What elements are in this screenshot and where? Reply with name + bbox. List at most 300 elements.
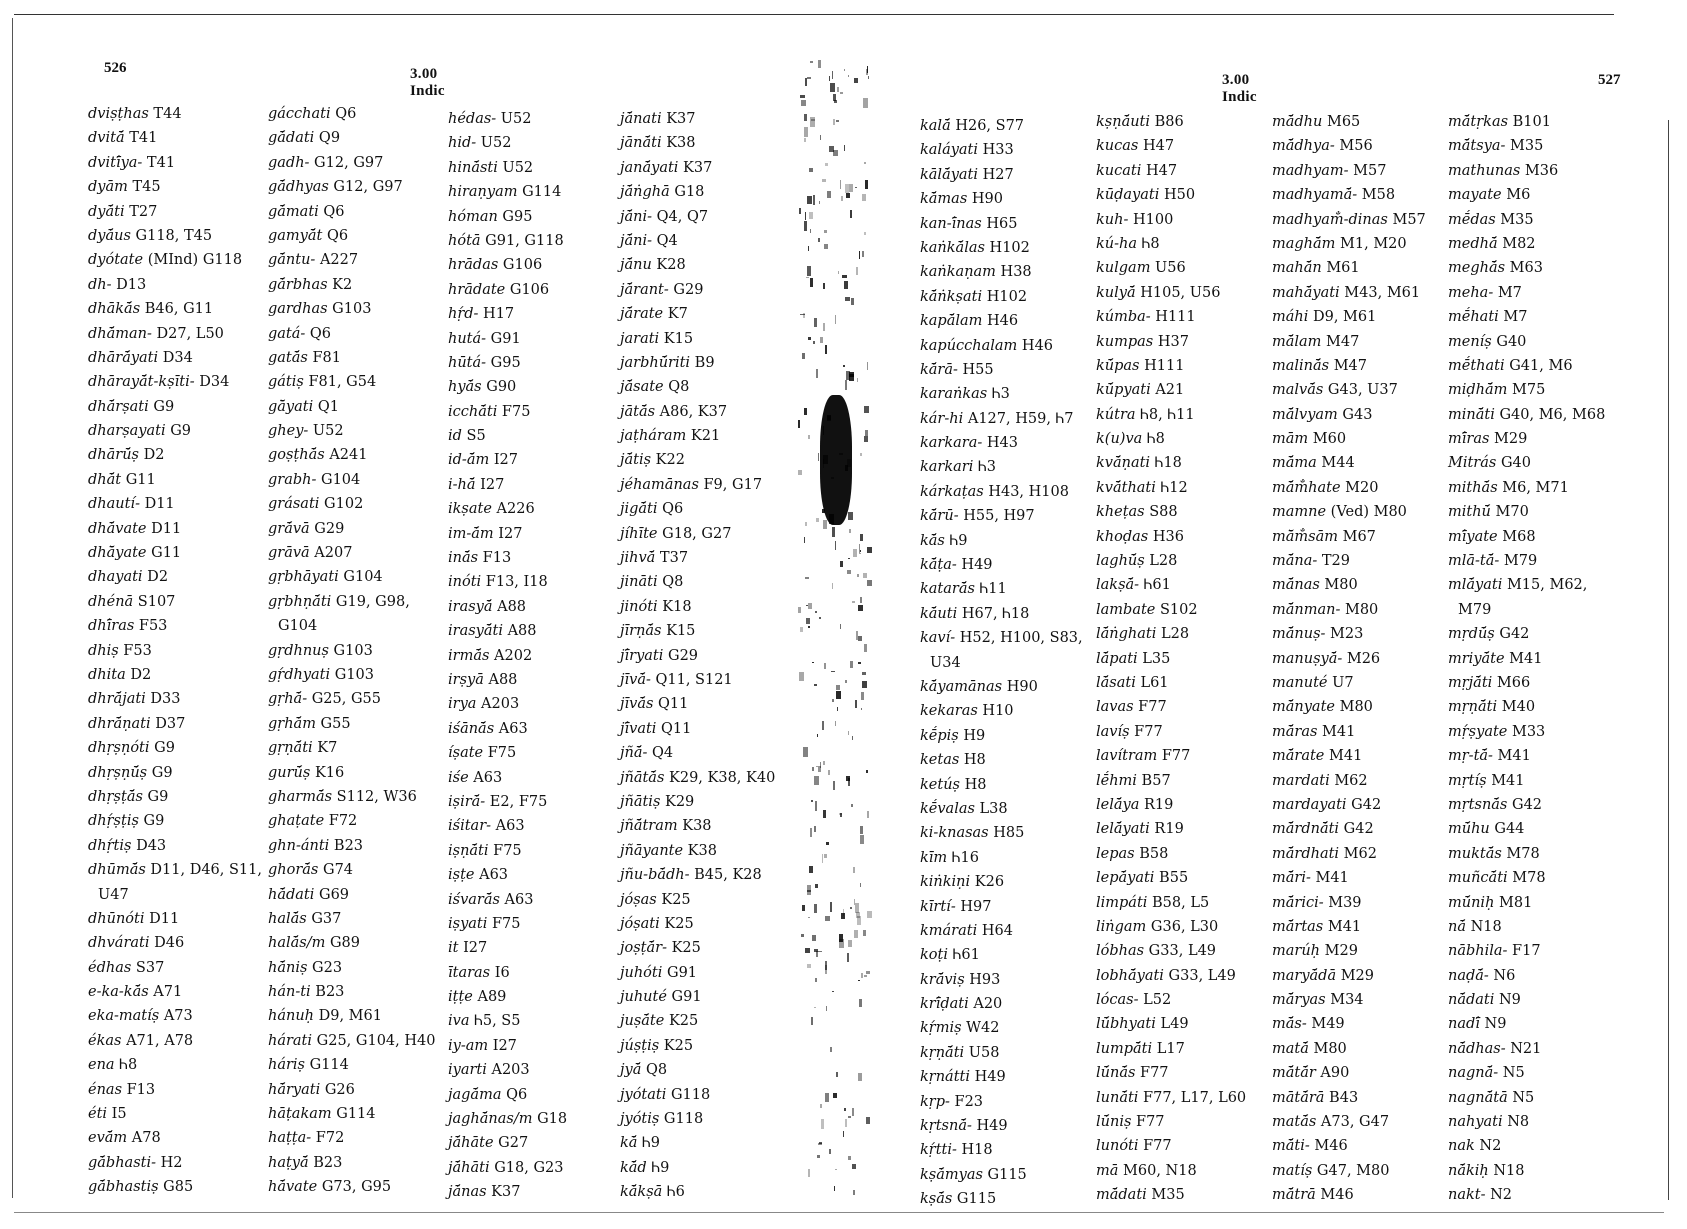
- index-entry: kaṅkā́las H102: [920, 239, 1030, 256]
- scan-speck: [845, 184, 850, 193]
- scan-speck: [855, 700, 857, 708]
- index-entry: mā́nyate M80: [1272, 699, 1373, 716]
- index-entry: hiraṇyam G114: [448, 184, 562, 201]
- index-entry: kālā́yati H27: [920, 166, 1014, 183]
- index-entry: kheṭas S88: [1096, 504, 1178, 521]
- index-entry: kvā́ṇati Ꮒ18: [1096, 455, 1182, 472]
- index-entry: kár-hi A127, H59, Ꮒ7: [920, 410, 1074, 427]
- index-entry: gā́dhyas G12, G97: [268, 179, 403, 196]
- scan-speck: [811, 1017, 813, 1024]
- scan-speck: [810, 61, 813, 63]
- index-entry: katarā́s Ꮒ11: [920, 581, 1007, 598]
- index-entry: mā̆m̐sām M67: [1272, 528, 1376, 545]
- scan-speck: [808, 435, 809, 439]
- scan-speck: [837, 707, 838, 712]
- scan-speck: [861, 692, 864, 700]
- scan-speck: [840, 92, 843, 94]
- index-entry: lā́ṅghati L28: [1096, 626, 1190, 643]
- index-entry: dyā́ti T27: [88, 203, 158, 220]
- index-entry: mā́m̐hate M20: [1272, 479, 1379, 496]
- index-entry: mṛjā́ti M66: [1448, 674, 1531, 691]
- index-entry: jigā́ti Q6: [620, 501, 684, 518]
- index-entry: grā́vā G29: [268, 520, 345, 537]
- index-entry: kapā́lam H46: [920, 313, 1019, 330]
- index-entry: juhuté G91: [620, 989, 702, 1006]
- index-entry: juṣā́te K25: [620, 1013, 699, 1030]
- index-entry: jīvā́- Q11, S121: [620, 671, 733, 688]
- index-entry: dhautí- D11: [88, 496, 175, 513]
- scan-speck: [830, 902, 832, 911]
- index-entry: hṛ́d- H17: [448, 306, 515, 323]
- scan-speck: [836, 1072, 838, 1077]
- index-entry: mā́lvyam G43: [1272, 406, 1373, 423]
- scan-speck: [853, 549, 857, 557]
- index-entry: dhrā́ṇati D37: [88, 715, 186, 732]
- index-entry: irasyā́ A88: [448, 598, 527, 615]
- index-entry: énas F13: [88, 1081, 156, 1098]
- index-entry: mathunas M36: [1448, 162, 1559, 179]
- index-entry: nā́dati N9: [1448, 992, 1521, 1009]
- index-entry: lū́niṣ F77: [1096, 1114, 1165, 1131]
- index-entry: meha- M7: [1448, 284, 1522, 301]
- scan-speck: [840, 624, 841, 629]
- index-entry: jñātiṣ K29: [620, 793, 695, 810]
- index-entry: jā́hāti G18, G23: [448, 1159, 564, 1176]
- index-entry: kā́rū- H55, H97: [920, 508, 1035, 525]
- scan-speck: [822, 854, 823, 863]
- index-entry: gurū́ṣ K16: [268, 764, 345, 781]
- scan-speck: [820, 1104, 822, 1108]
- index-entry: haṭṭa- F72: [268, 1130, 345, 1147]
- index-entry: kiṅkiṇi K26: [920, 874, 1005, 891]
- scan-speck: [814, 318, 817, 327]
- index-entry: háriṣ G114: [268, 1057, 349, 1074]
- index-entry: lócas- L52: [1096, 992, 1172, 1009]
- scan-speck: [802, 353, 805, 359]
- index-entry: medhā́ M82: [1448, 235, 1536, 252]
- index-entry: mā́tsya- M35: [1448, 138, 1544, 155]
- scan-speck: [824, 244, 829, 249]
- scan-speck: [864, 232, 866, 235]
- index-entry: iśvarā́s A63: [448, 891, 534, 908]
- scan-speck: [852, 601, 855, 603]
- page-frame-left: [12, 18, 13, 1198]
- index-entry: lā́sati L61: [1096, 674, 1169, 691]
- scan-speck: [846, 193, 850, 198]
- scan-speck: [800, 95, 805, 98]
- scan-speck: [833, 781, 835, 790]
- scan-speck: [844, 1108, 845, 1111]
- scan-speck: [854, 930, 858, 937]
- index-entry: madhyamā́- M58: [1272, 187, 1396, 204]
- index-entry: dhénā S107: [88, 593, 176, 610]
- scan-speck: [826, 842, 830, 845]
- scan-speck: [807, 77, 811, 78]
- scan-speck: [829, 76, 830, 81]
- scan-speck: [821, 1119, 824, 1128]
- scan-speck: [822, 509, 825, 513]
- index-entry: kan-ī́nas H65: [920, 215, 1018, 232]
- scan-speck: [823, 323, 825, 331]
- scan-speck: [844, 69, 845, 72]
- scan-speck: [814, 949, 818, 952]
- index-entry: jīvā́s Q11: [620, 696, 689, 713]
- index-entry: U47: [98, 886, 129, 903]
- running-header: 3.00 Indic: [410, 66, 445, 99]
- index-entry: kumpas H37: [1096, 333, 1189, 350]
- scan-speck: [804, 221, 807, 230]
- scan-speck: [818, 951, 822, 953]
- index-entry: grásati G102: [268, 496, 364, 513]
- scan-speck: [807, 196, 811, 204]
- index-entry: lavítram F77: [1096, 748, 1191, 765]
- index-entry: dhā́vate D11: [88, 520, 182, 537]
- index-entry: dhayati D2: [88, 569, 169, 586]
- scan-speck: [801, 934, 804, 937]
- scan-speck: [859, 544, 860, 552]
- index-entry: dhūnóti D11: [88, 910, 180, 927]
- scan-speck: [826, 1006, 828, 1010]
- scan-speck: [823, 426, 825, 435]
- index-entry: mṛ-tā́- M41: [1448, 748, 1531, 765]
- index-entry: miḍhā́m M75: [1448, 382, 1546, 399]
- index-entry: jīrṇā́s K15: [620, 623, 696, 640]
- scan-speck: [811, 119, 816, 121]
- index-entry: hāṭakam G114: [268, 1106, 376, 1123]
- index-entry: kūḍayati H50: [1096, 187, 1196, 204]
- scan-speck: [848, 512, 852, 520]
- scan-speck: [860, 534, 863, 541]
- index-entry: kaláyati H33: [920, 142, 1014, 159]
- index-entry: matíṣ G47, M80: [1272, 1162, 1390, 1179]
- scan-speck: [867, 362, 868, 370]
- index-entry: mā́dhya- M56: [1272, 138, 1373, 155]
- index-entry: karkara- H43: [920, 435, 1018, 452]
- index-entry: iy-am I27: [448, 1037, 517, 1054]
- scan-speck: [820, 337, 823, 343]
- scan-speck: [810, 229, 812, 232]
- index-entry: ghorā́s G74: [268, 862, 354, 879]
- index-column: [1448, 110, 1605, 1208]
- scan-speck: [812, 935, 816, 940]
- index-entry: kā́kṣā Ꮒ6: [620, 1184, 685, 1201]
- index-entry: irmā́s A202: [448, 647, 533, 664]
- scan-speck: [846, 371, 850, 379]
- scan-speck: [822, 721, 824, 730]
- scan-speck: [845, 680, 847, 683]
- scan-speck: [862, 681, 867, 688]
- index-entry: kucati H47: [1096, 162, 1178, 179]
- index-entry: kárkaṭas H43, H108: [920, 483, 1069, 500]
- index-entry: mū́hu G44: [1448, 821, 1525, 838]
- scan-speck: [866, 770, 868, 773]
- index-entry: kulgam U56: [1096, 260, 1186, 277]
- index-entry: hūtá- G95: [448, 354, 521, 371]
- scan-speck: [863, 573, 867, 578]
- index-entry: jarbhū́riti B9: [620, 354, 715, 371]
- index-entry: jā́ni- Q4, Q7: [620, 208, 709, 225]
- scan-speck: [798, 607, 800, 613]
- scan-speck: [832, 699, 833, 702]
- scan-speck: [803, 747, 807, 757]
- index-entry: ikṣate A226: [448, 501, 535, 518]
- scan-speck: [805, 948, 810, 953]
- index-entry: icchā́ti F75: [448, 403, 531, 420]
- scan-speck: [807, 964, 812, 967]
- index-entry: Mitrás G40: [1448, 455, 1531, 472]
- scan-speck: [860, 597, 862, 603]
- index-entry: mā́ma M44: [1272, 455, 1355, 472]
- index-entry: ena Ꮒ8: [88, 1057, 138, 1074]
- scan-speck: [835, 541, 836, 550]
- scan-speck: [836, 120, 839, 122]
- index-entry: jinóti K18: [620, 598, 692, 615]
- scan-speck: [805, 522, 807, 527]
- scan-speck: [851, 298, 853, 305]
- scan-speck: [799, 208, 801, 214]
- index-entry: gácchati Q6: [268, 106, 357, 122]
- index-entry: kaví- H52, H100, S83,: [920, 630, 1083, 647]
- index-entry: kā́s Ꮒ9: [920, 532, 968, 549]
- index-entry: mlā-tā́- M79: [1448, 553, 1538, 570]
- scan-speck: [823, 520, 827, 529]
- index-entry: hán-ti B23: [268, 984, 345, 1001]
- index-entry: jñā́tram K38: [620, 818, 712, 835]
- scan-speck: [842, 275, 847, 278]
- index-entry: dvitī́ya- T41: [88, 154, 176, 171]
- index-column: [1272, 110, 1426, 1208]
- index-entry: iṣyati F75: [448, 915, 521, 932]
- index-entry: iyarti A203: [448, 1062, 530, 1079]
- index-entry: dhā́t G11: [88, 471, 156, 488]
- index-entry: nagnā́- N5: [1448, 1065, 1525, 1082]
- index-entry: jagā́ma Q6: [448, 1086, 528, 1103]
- scan-speck: [850, 661, 853, 667]
- index-entry: karaṅkas Ꮒ3: [920, 386, 1010, 403]
- index-entry: mṛ́ṣyate M33: [1448, 723, 1546, 740]
- index-entry: gatā́s F81: [268, 349, 341, 366]
- index-column: [268, 102, 435, 1200]
- index-entry: halā́s/m G89: [268, 935, 360, 952]
- scan-speck: [864, 975, 867, 977]
- scan-speck: [809, 212, 813, 219]
- index-entry: nagnā́tā N5: [1448, 1089, 1535, 1106]
- index-entry: madhyam- M57: [1272, 162, 1387, 179]
- index-entry: maryā́dā M29: [1272, 967, 1375, 984]
- index-entry: kmárati H64: [920, 922, 1013, 939]
- index-entry: kū́pas H111: [1096, 357, 1185, 374]
- scan-speck: [848, 558, 850, 559]
- index-entry: mā́ryas M34: [1272, 992, 1364, 1009]
- scan-speck: [804, 408, 807, 415]
- index-entry: grāvā A207: [268, 545, 353, 562]
- index-entry: jéhamānas F9, G17: [620, 476, 763, 493]
- index-entry: dhārayā́t-kṣīti- D34: [88, 374, 230, 391]
- scan-speck: [845, 297, 850, 301]
- scan-speck: [835, 1169, 837, 1171]
- index-entry: dhṛṣṭā́s G9: [88, 788, 169, 805]
- index-entry: kū́pyati A21: [1096, 382, 1185, 399]
- index-entry: haṭyā́ B23: [268, 1154, 343, 1171]
- scan-speck: [829, 146, 834, 152]
- scan-speck: [824, 663, 826, 668]
- index-entry: mā́nas M80: [1272, 577, 1358, 594]
- scan-speck: [863, 930, 866, 936]
- scan-speck: [868, 76, 869, 79]
- scan-speck: [800, 627, 803, 633]
- scan-speck: [804, 138, 806, 142]
- index-entry: mithū́ M70: [1448, 504, 1529, 521]
- index-entry: e-ka-kā́s A71: [88, 984, 183, 1001]
- index-entry: id-ā́m I27: [448, 452, 519, 469]
- index-entry: nahyati N8: [1448, 1114, 1530, 1131]
- index-entry: gharmā́s S112, W36: [268, 788, 417, 805]
- page-frame-right: [1668, 120, 1669, 1200]
- index-entry: jihvā́ T37: [620, 550, 689, 567]
- index-entry: evā́m A78: [88, 1130, 161, 1147]
- index-entry: gṛdhnuṣ G103: [268, 642, 373, 659]
- scan-speck: [850, 907, 852, 909]
- scan-speck: [818, 1143, 822, 1145]
- scan-speck: [845, 380, 847, 390]
- index-entry: jyótati G118: [620, 1086, 711, 1103]
- scan-speck: [840, 561, 843, 567]
- scan-speck: [807, 885, 810, 895]
- index-entry: mā́nman- M80: [1272, 601, 1379, 618]
- index-entry: jā́ni- Q4: [620, 232, 678, 249]
- index-entry: kḗpiṣ H9: [920, 727, 986, 744]
- index-entry: kucas H47: [1096, 138, 1175, 155]
- scan-speck: [845, 465, 848, 471]
- index-entry: jināti Q8: [620, 574, 684, 591]
- index-entry: jóṣas K25: [620, 891, 691, 908]
- index-entry: jarati K15: [620, 330, 694, 347]
- scan-speck: [854, 899, 855, 906]
- index-entry: eka-matíṣ A73: [88, 1008, 193, 1025]
- index-entry: jyótiṣ G118: [620, 1111, 704, 1128]
- index-entry: jā́tiṣ K22: [620, 452, 685, 469]
- scan-speck: [859, 999, 862, 1007]
- index-entry: dyótate (MInd) G118: [88, 252, 243, 269]
- index-entry: gā́bhasti- H2: [88, 1154, 183, 1171]
- index-entry: mā́trā M46: [1272, 1187, 1354, 1204]
- index-entry: jī́ryati G29: [620, 647, 699, 664]
- scan-speck: [812, 767, 813, 771]
- index-entry: jā́hāte G27: [448, 1135, 529, 1152]
- index-entry: G104: [278, 618, 318, 635]
- page-frame-top: [14, 14, 1614, 15]
- index-entry: minā́ti G40, M6, M68: [1448, 406, 1606, 423]
- scan-speck: [816, 518, 819, 522]
- scan-speck: [848, 1156, 851, 1160]
- scan-speck: [817, 734, 818, 737]
- scan-speck: [845, 1119, 847, 1127]
- index-entry: U34: [930, 654, 961, 671]
- index-entry: kṣā́myas G115: [920, 1166, 1027, 1183]
- index-entry: hā́niṣ G23: [268, 959, 343, 976]
- scan-speck: [840, 180, 841, 188]
- index-entry: mātā́rā B43: [1272, 1089, 1359, 1106]
- index-entry: dhṛ́ṣṭiṣ G9: [88, 813, 165, 830]
- scan-speck: [856, 267, 858, 275]
- index-entry: dh- D13: [88, 276, 147, 293]
- index-entry: máhi D9, M61: [1272, 309, 1377, 326]
- scan-speck: [846, 776, 850, 780]
- scan-speck: [833, 119, 835, 124]
- index-entry: lḗhmi B57: [1096, 772, 1171, 789]
- scan-speck: [825, 965, 827, 974]
- index-entry: mḗdas M35: [1448, 211, 1534, 228]
- index-entry: im-ā́m I27: [448, 525, 523, 542]
- index-entry: hā́dati G69: [268, 886, 350, 903]
- index-entry: jaṭháram K21: [620, 428, 721, 445]
- index-entry: gardhas G103: [268, 301, 372, 318]
- index-entry: iśe A63: [448, 769, 503, 786]
- scan-speck: [807, 266, 811, 275]
- index-entry: jā́rant- G29: [620, 281, 704, 298]
- index-entry: kā́uti H67, Ꮒ18: [920, 605, 1030, 622]
- scan-speck: [858, 1073, 862, 1081]
- scan-speck: [808, 1169, 809, 1177]
- index-entry: jī́vati Q11: [620, 720, 692, 737]
- scan-speck: [815, 801, 817, 811]
- index-entry: gṛṇā́ti K7: [268, 740, 338, 757]
- index-entry: gátiṣ F81, G54: [268, 374, 377, 391]
- index-entry: lavíṣ F77: [1096, 723, 1163, 740]
- index-entry: dvitā́ T41: [88, 130, 158, 147]
- index-entry: madhyam̐-dinas M57: [1272, 211, 1426, 228]
- scan-speck: [814, 684, 816, 686]
- index-entry: maghā́m M1, M20: [1272, 235, 1407, 252]
- index-entry: kṣā́s G115: [920, 1191, 997, 1208]
- index-entry: dhita D2: [88, 666, 152, 683]
- index-entry: hrādas G106: [448, 257, 543, 274]
- index-entry: kṛnátti H49: [920, 1069, 1006, 1086]
- scan-speck: [841, 913, 845, 919]
- index-entry: mā́ras M41: [1272, 723, 1356, 740]
- running-header: 3.00 Indic: [1222, 72, 1257, 105]
- scan-speck: [862, 672, 866, 675]
- scan-speck: [858, 636, 862, 641]
- scan-speck: [834, 1186, 835, 1191]
- scan-speck: [852, 736, 854, 739]
- index-entry: i-hā́ I27: [448, 476, 505, 493]
- index-entry: kḗvalas L38: [920, 800, 1008, 817]
- index-entry: hédas- U52: [448, 111, 532, 127]
- scan-speck: [854, 78, 858, 83]
- index-entry: mā́dhu M65: [1272, 114, 1361, 130]
- index-entry: kīm Ꮒ16: [920, 849, 980, 866]
- scan-speck: [823, 761, 824, 765]
- scan-speck: [850, 210, 852, 218]
- index-entry: irṣyā A88: [448, 671, 518, 688]
- index-column: [620, 107, 775, 1205]
- scan-speck: [823, 810, 826, 818]
- index-entry: mā́rtas M41: [1272, 918, 1362, 935]
- index-entry: irasyā́ti A88: [448, 623, 537, 640]
- scan-speck: [856, 912, 860, 918]
- scan-speck: [867, 811, 869, 818]
- index-entry: hrādate G106: [448, 281, 550, 298]
- scan-speck: [848, 940, 852, 947]
- index-entry: grabh- G104: [268, 471, 361, 488]
- scan-speck: [808, 337, 811, 340]
- page-number: 526: [104, 60, 127, 76]
- scan-speck: [847, 953, 849, 963]
- index-entry: kīrtí- H97: [920, 898, 992, 915]
- scan-speck: [812, 662, 814, 663]
- scan-speck: [858, 662, 861, 665]
